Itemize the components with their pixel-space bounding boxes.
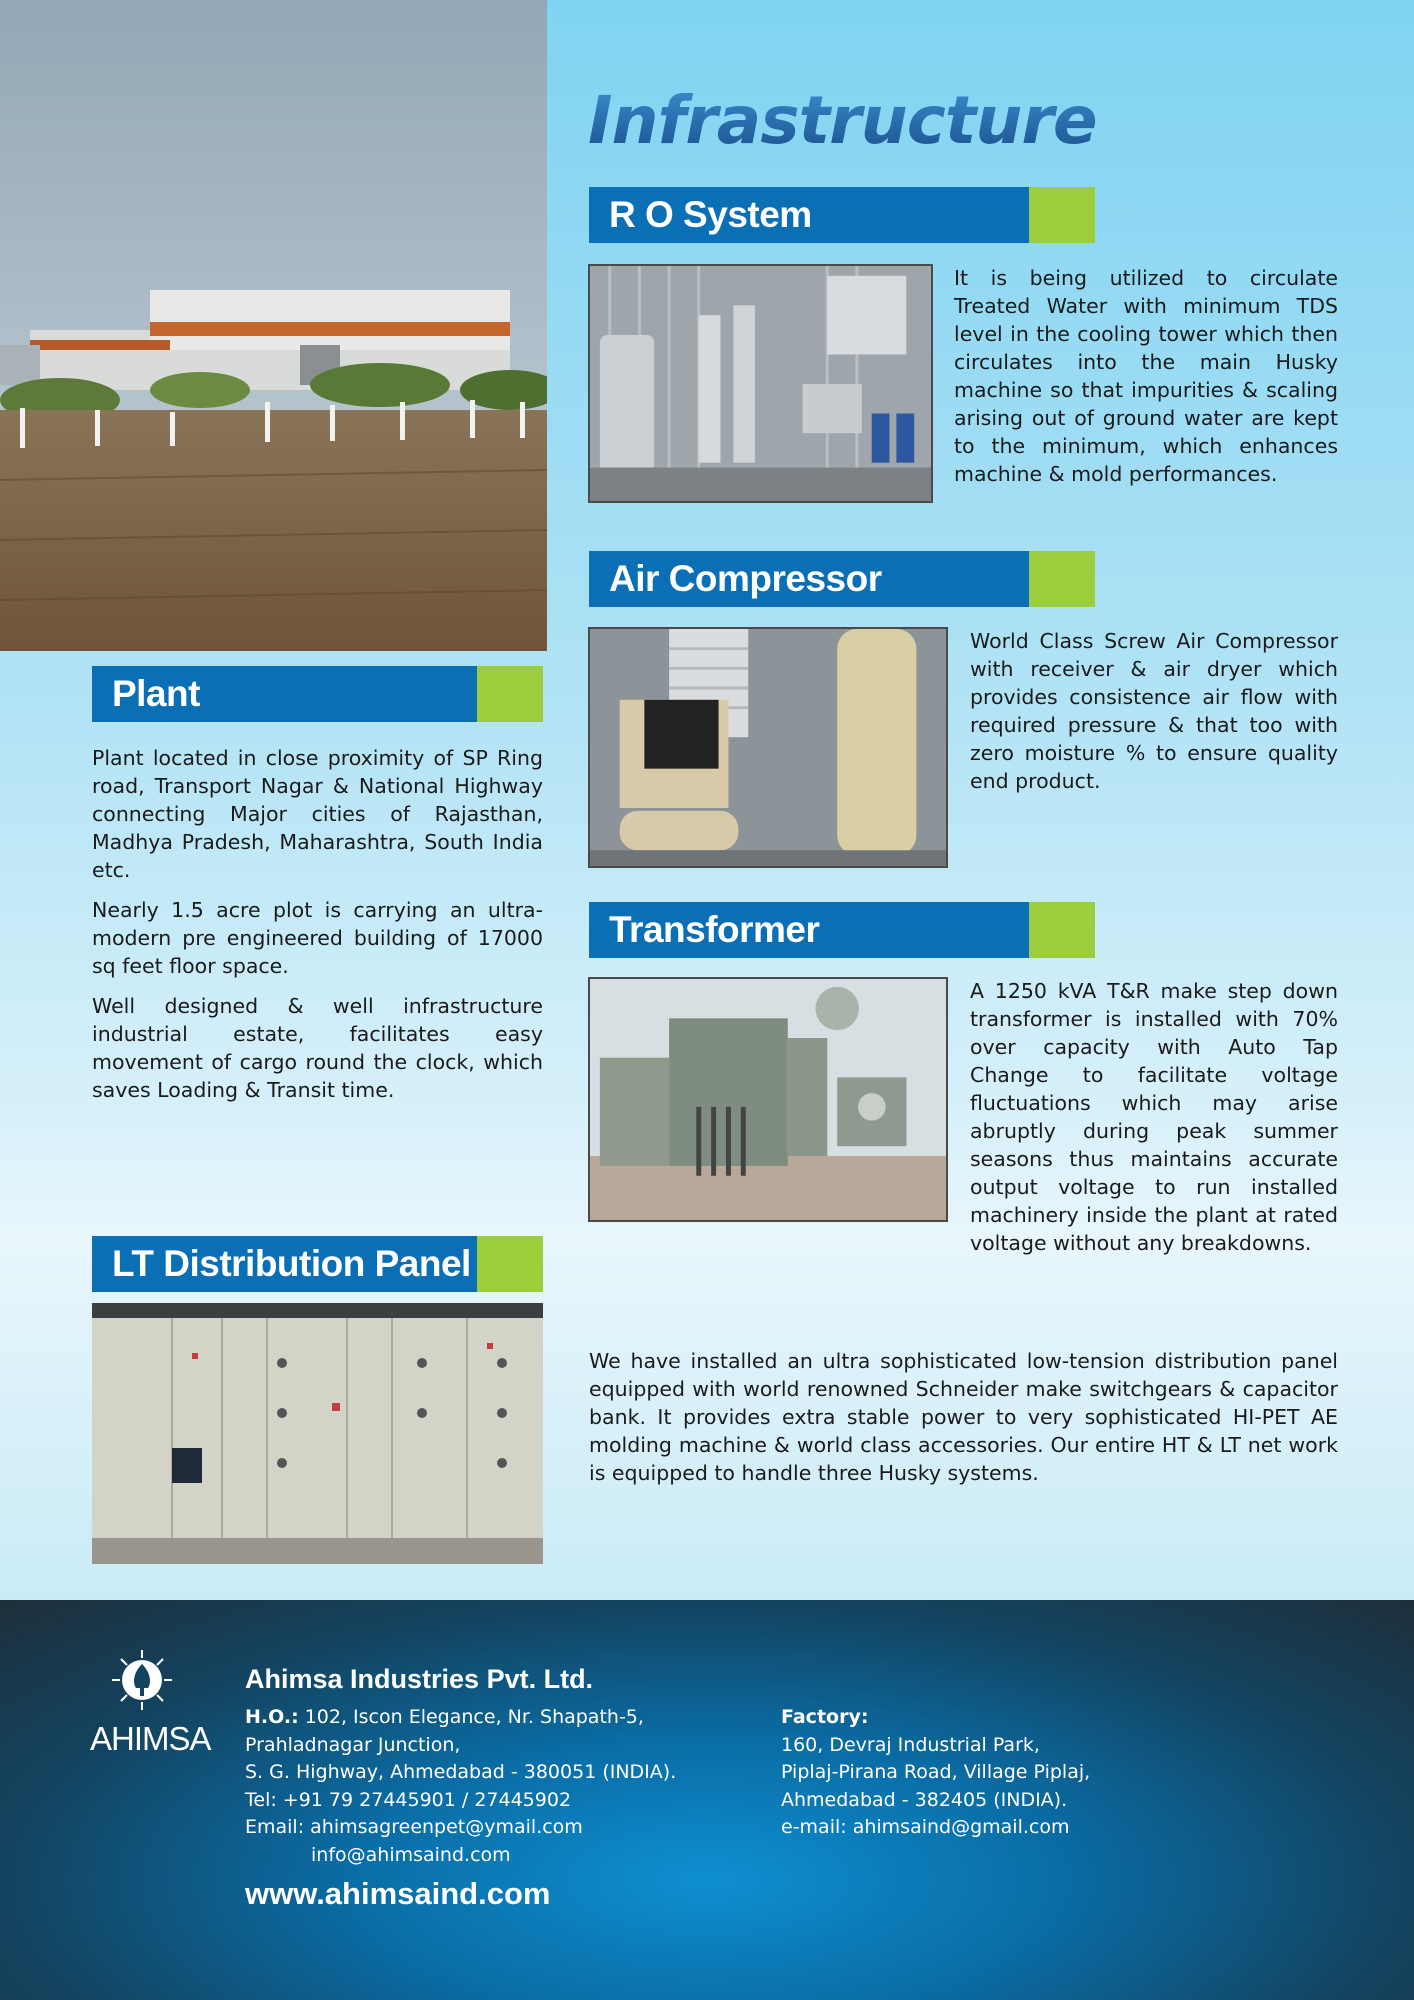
plant-text: [92, 744, 543, 1116]
page-title: Infrastructure: [588, 82, 1097, 159]
plant-paragraph: Well designed & well infrastructure industrial estate, facilitates easy movement of cargo round the clock, which saves Loading & Transit time.: [92, 994, 543, 1102]
transformer-text: A 1250 kVA T&R make step down transformer is installed with 70% over capacity with Auto Tap Change to facilitate voltage fluctuations which may arise abruptly during peak summer seasons thus maintains accurate output voltage to run installed machinery inside the plant at rated voltage without any breakdowns.: [970, 979, 1338, 1255]
ro-system-heading: R O System: [589, 187, 1029, 243]
ahimsa-logo-icon: [112, 1650, 172, 1710]
factory-address: [781, 1704, 1090, 1842]
factory-label: Factory:: [781, 1706, 869, 1728]
factory-line-1: 160, Devraj Industrial Park,: [781, 1733, 1040, 1756]
header-accent: [1029, 902, 1095, 958]
ho-line-3: S. G. Highway, Ahmedabad - 380051 (INDIA).: [245, 1761, 677, 1783]
company-name: Ahimsa Industries Pvt. Ltd.: [245, 1664, 594, 1694]
ho-label: H.O.:: [245, 1706, 299, 1728]
footer: [0, 1600, 1414, 2000]
factory-email: e-mail: ahimsaind@gmail.com: [781, 1816, 1070, 1838]
transformer-heading: Transformer: [589, 902, 1029, 958]
plant-paragraph: Nearly 1.5 acre plot is carrying an ultra-modern pre engineered building of 17000 sq feet floor space.: [92, 898, 543, 978]
header-accent: [1029, 187, 1095, 243]
lt-panel-photo: [92, 1303, 543, 1564]
ho-line-1: 102, Iscon Elegance, Nr. Shapath-5,: [298, 1706, 644, 1728]
email-primary: Email: ahimsagreenpet@ymail.com: [245, 1816, 583, 1838]
plant-heading: Plant: [92, 666, 477, 722]
lt-panel-heading: LT Distribution Panel: [92, 1236, 477, 1292]
air-compressor-heading: Air Compressor: [589, 551, 1029, 607]
plant-photo: [0, 0, 547, 651]
factory-line-2: Piplaj-Pirana Road, Village Piplaj,: [781, 1761, 1091, 1783]
plant-paragraph: Plant located in close proximity of SP Ring road, Transport Nagar & National Highway connecting Major cities of Rajasthan, Madhya Pradesh, Maharashtra, South India etc.: [92, 746, 543, 882]
header-accent: [1029, 551, 1095, 607]
head-office-address: [245, 1704, 676, 1869]
factory-line-3: Ahmedabad - 382405 (INDIA).: [781, 1788, 1068, 1811]
lt-panel-text: We have installed an ultra sophisticated low-tension distribution panel equipped with world renowned Schneider make switchgears & capacitor bank. It provides extra stable power to very sophisticated HI-PET AE molding machine & world class accessories. Our entire HT & LT net work is equipped to handle three Husky systems.: [589, 1349, 1338, 1485]
telephone: Tel: +91 79 27445901 / 27445902: [245, 1788, 572, 1811]
header-accent: [477, 1236, 543, 1292]
air-compressor-header: [589, 551, 1095, 607]
lt-panel-header: [92, 1236, 543, 1292]
ro-system-text: It is being utilized to circulate Treated Water with minimum TDS level in the cooling tower which then circulates into the main Husky machine so that impurities & scaling arising out of ground water are kept to the minimum, which enhances machine & mold performances.: [954, 266, 1338, 486]
transformer-header: [589, 902, 1095, 958]
header-accent: [477, 666, 543, 722]
transformer-photo: [588, 977, 948, 1222]
air-compressor-photo: [588, 627, 948, 868]
air-compressor-text: World Class Screw Air Compressor with receiver & air dryer which provides consistence air flow with required pressure & that too with zero moisture % to ensure quality end product.: [970, 629, 1338, 793]
logo-text: AHIMSA: [90, 1720, 211, 1757]
email-secondary: info@ahimsaind.com: [311, 1843, 511, 1866]
ro-system-photo: [588, 264, 933, 503]
website-link[interactable]: www.ahimsaind.com: [245, 1876, 551, 1911]
plant-header: [92, 666, 543, 722]
ro-system-header: [589, 187, 1095, 243]
ho-line-2: Prahladnagar Junction,: [245, 1733, 461, 1756]
